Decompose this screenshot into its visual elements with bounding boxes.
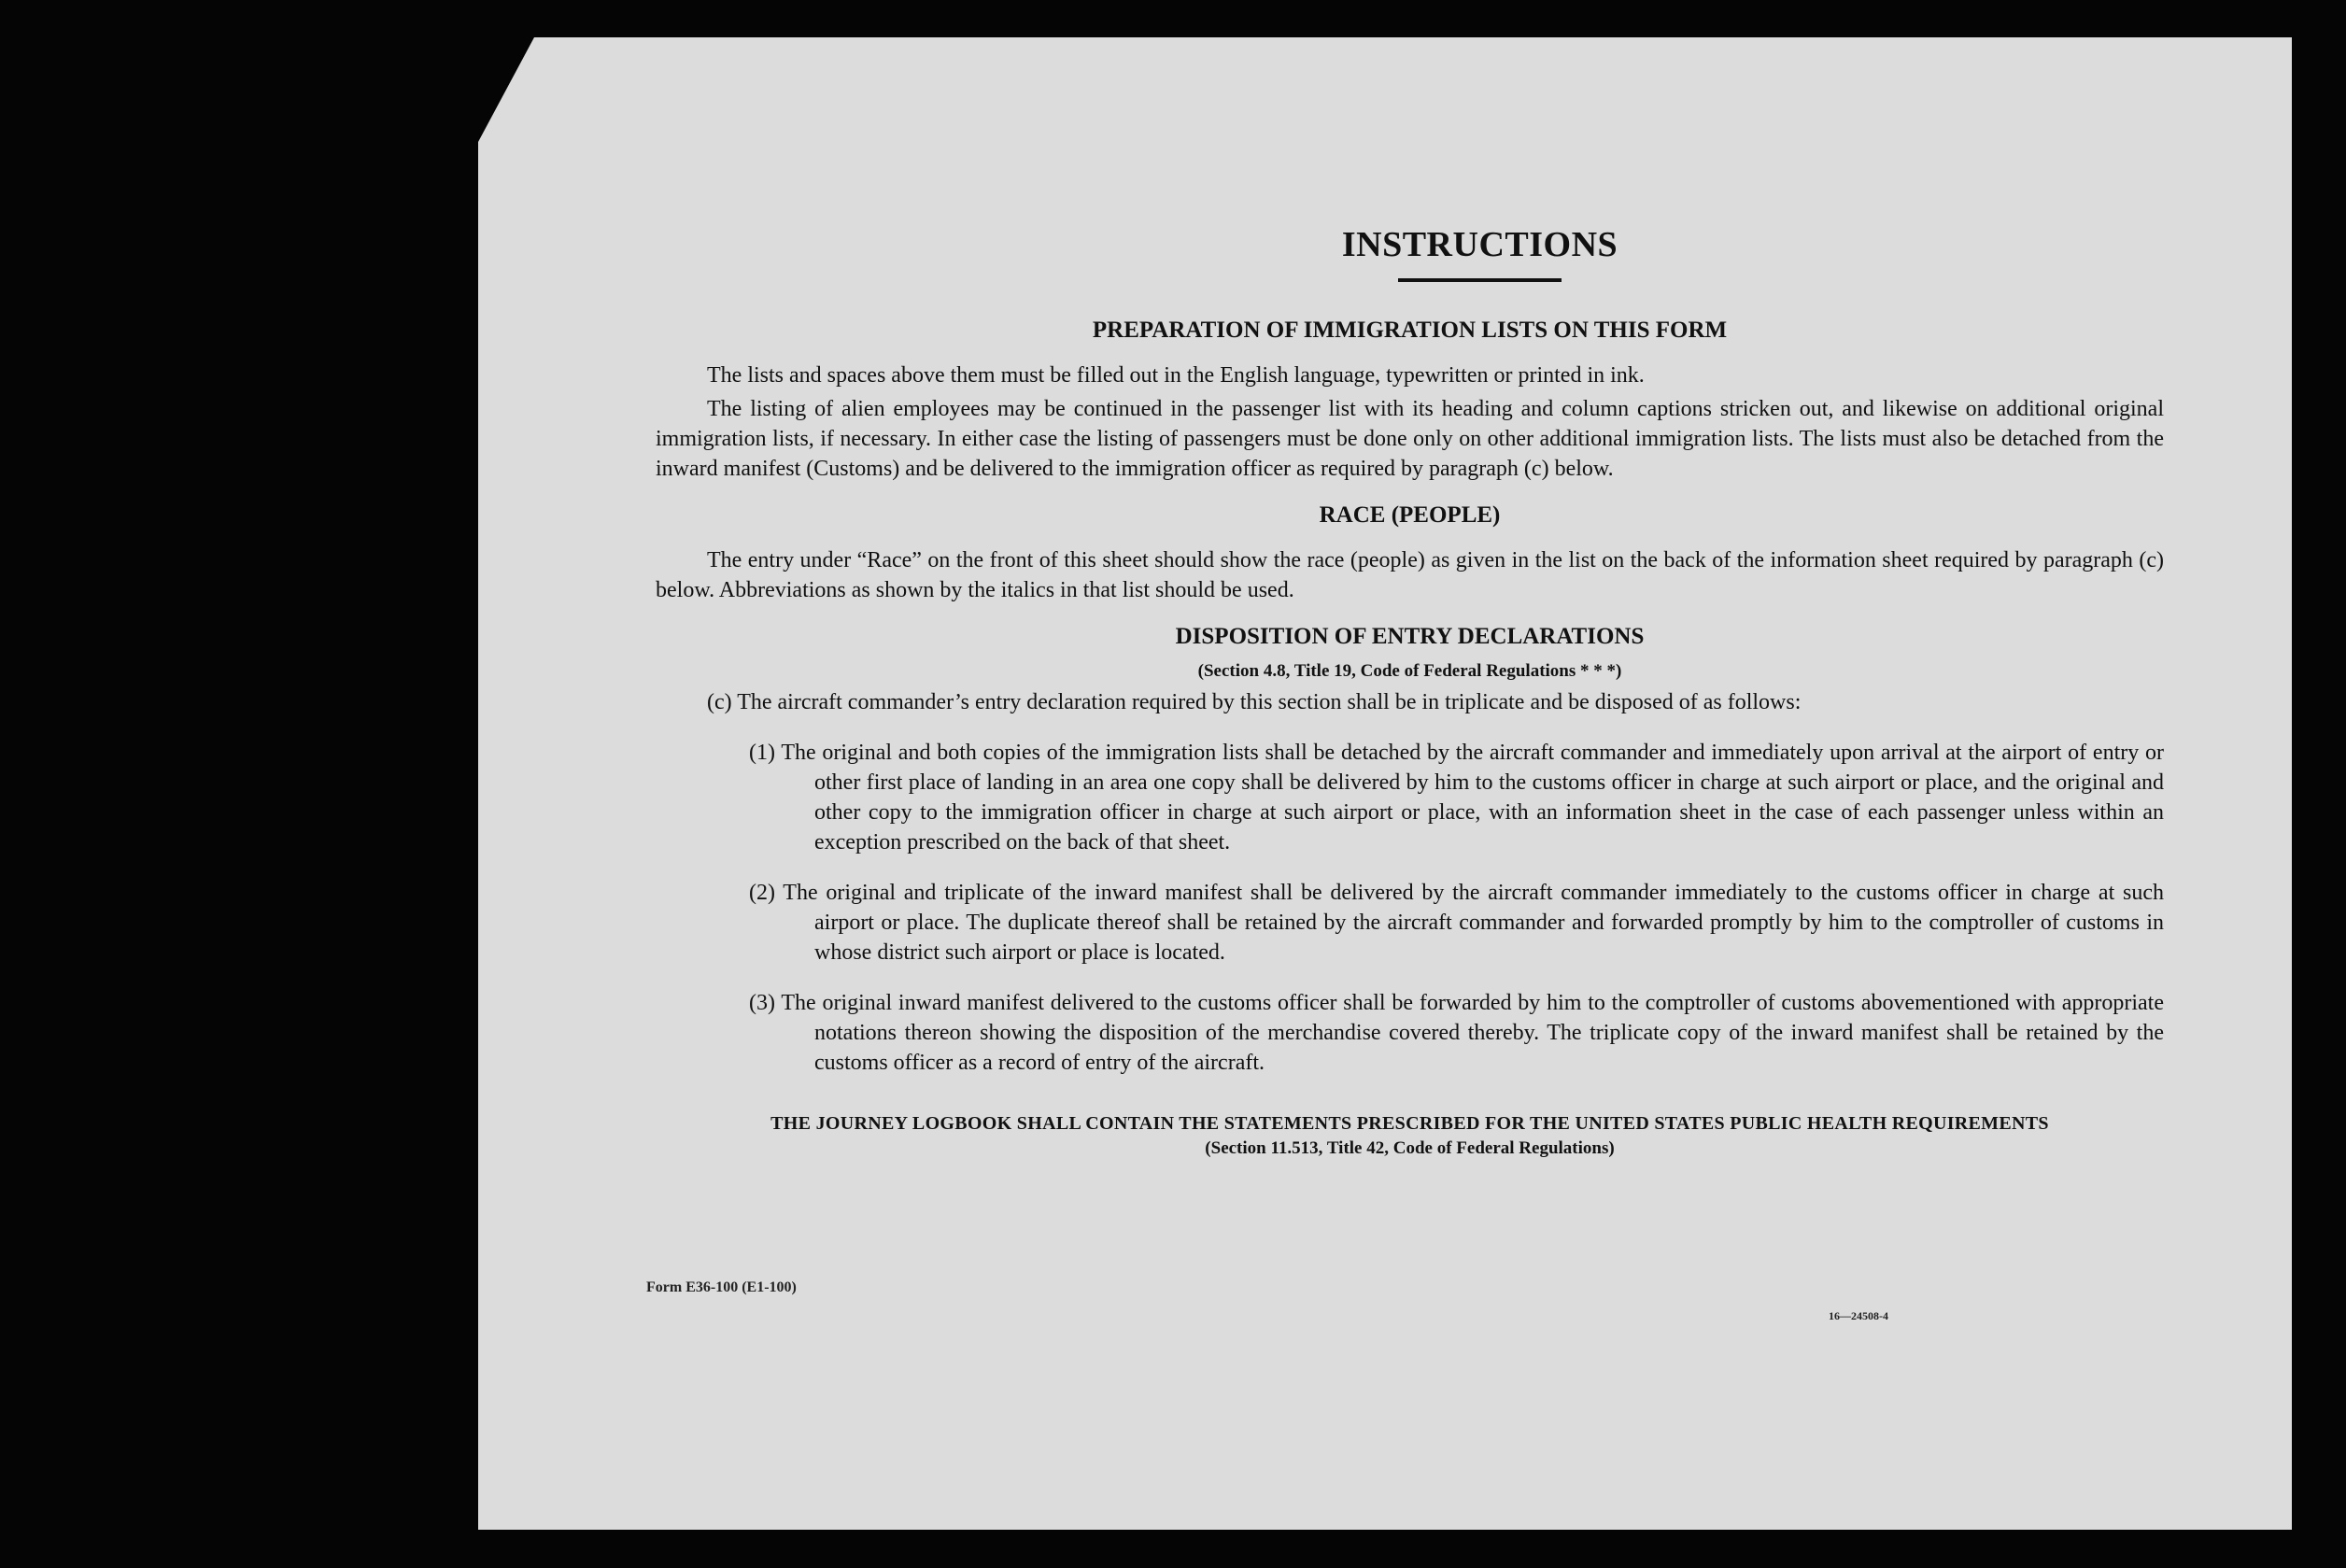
preparation-paragraph-2: The listing of alien employees may be continued in the passenger list with its heading and column captions stricken out, and likewise on additional original immigration lists, if necessary. In either case the listing of passengers must be done only on other additional immigration lists. The lists must also be detached from the inward manifest (Customs) and be delivered to the immigration officer as required by paragraph (c) below.	[656, 397, 2164, 481]
preparation-paragraph-1: The lists and spaces above them must be filled out in the English language, typewritten or printed in ink.	[707, 363, 1645, 388]
page-title: INSTRUCTIONS	[1341, 225, 1618, 264]
race-heading: RACE (PEOPLE)	[1319, 502, 1501, 528]
disposition-item: (3) The original inward manifest delivered to the customs officer shall be forwarded by him to the comptroller of customs abovementioned with appropriate notations thereon showing the disposition of the merchandise covered thereby. The triplicate copy of the inward manifest shall be retained by the customs officer as a record of entry of the aircraft.	[749, 991, 2164, 1075]
disposition-heading: DISPOSITION OF ENTRY DECLARATIONS	[1175, 624, 1645, 649]
logbook-citation: (Section 11.513, Title 42, Code of Federal Regulations)	[1205, 1138, 1615, 1158]
preparation-heading: PREPARATION OF IMMIGRATION LISTS ON THIS FORM	[1092, 318, 1728, 343]
print-code: 16—24508-4	[1829, 1309, 1888, 1322]
instructions-body	[656, 224, 2164, 1159]
disposition-item: (1) The original and both copies of the immigration lists shall be detached by the aircraft commander and immediately upon arrival at the airport of entry or other first place of landing in an area one copy shall be delivered by him to the customs officer in charge at such airport or place, and the original and other copy to the immigration officer in charge at such airport or place, with an information sheet in the case of each passenger unless within an exception prescribed on the back of that sheet.	[749, 741, 2164, 855]
title-underline	[1398, 278, 1562, 282]
race-paragraph: The entry under “Race” on the front of this sheet should show the race (people) as given in the list on the back of the information sheet required by paragraph (c) below. Abbreviations as shown by the italics in that list should be used.	[656, 548, 2164, 602]
logbook-notice: THE JOURNEY LOGBOOK SHALL CONTAIN THE STATEMENTS PRESCRIBED FOR THE UNITED STATES PUBLIC HEALTH REQUIREMENTS	[770, 1113, 2049, 1134]
form-number: Form E36-100 (E1-100)	[646, 1279, 797, 1295]
disposition-intro: (c) The aircraft commander’s entry declaration required by this section shall be in triplicate and be disposed of as follows:	[707, 690, 1802, 714]
disposition-citation: (Section 4.8, Title 19, Code of Federal Regulations * * *)	[1197, 661, 1622, 681]
disposition-item: (2) The original and triplicate of the inward manifest shall be delivered by the aircraft commander immediately to the customs officer in charge at such airport or place. The duplicate thereof shall be retained by the aircraft commander and forwarded promptly by him to the comptroller of customs in whose district such airport or place is located.	[749, 881, 2164, 965]
